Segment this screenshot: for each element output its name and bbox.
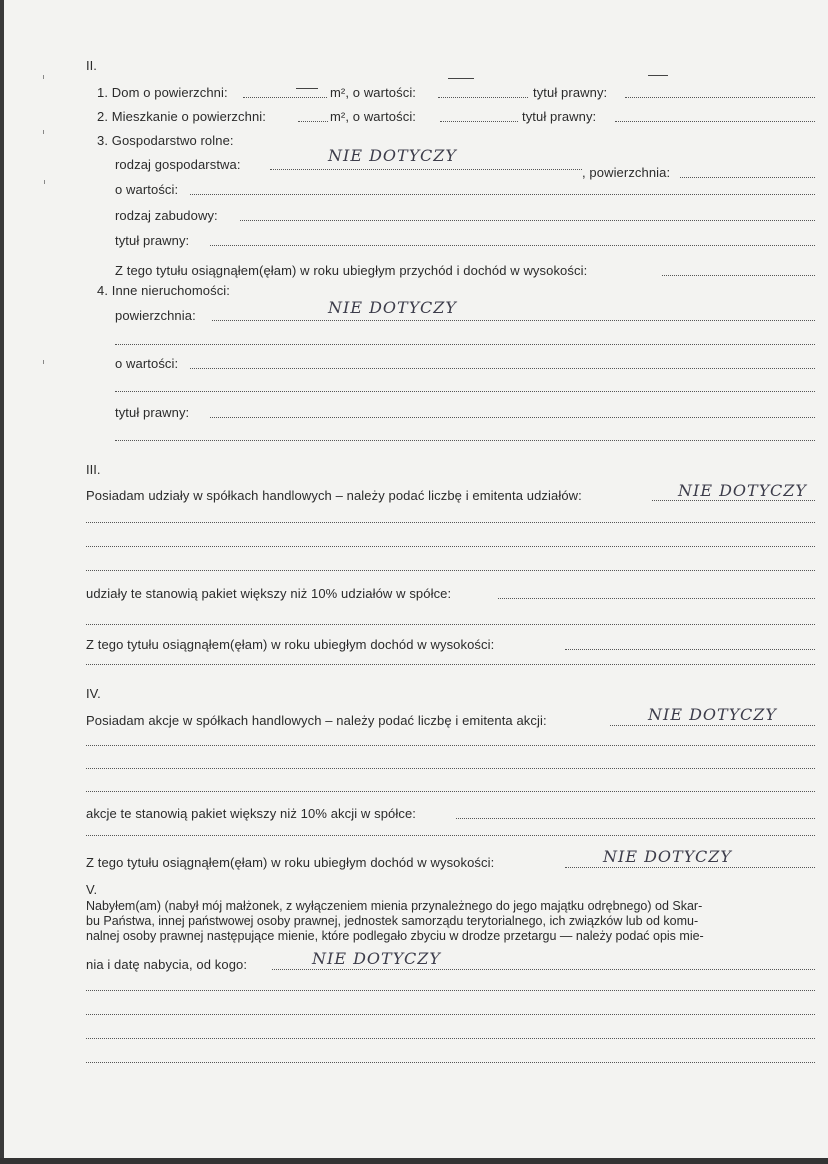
mieszkanie-label: 2. Mieszkanie o powierzchni: [97, 109, 266, 124]
dom-area-field[interactable] [243, 97, 327, 98]
section5-field-line[interactable] [86, 990, 815, 991]
dash-mark [448, 78, 474, 79]
inne-tytul-label: tytuł prawny: [115, 405, 190, 420]
inne-wartosc-label: o wartości: [115, 356, 179, 371]
gospodarstwo-rodzaj-field[interactable] [270, 169, 582, 170]
udzialy-pakiet-label: udziały te stanowią pakiet większy niż 10% udziałów w spółce: [86, 586, 452, 601]
inne-label: 4. Inne nieruchomości: [97, 283, 230, 298]
handwritten-answer: NIE DOTYCZY [678, 481, 807, 500]
udzialy-field[interactable] [652, 500, 815, 501]
scan-edge-left [0, 0, 4, 1164]
akcje-pakiet-field[interactable] [456, 818, 815, 819]
inne-powierzchnia-field[interactable] [212, 320, 815, 321]
section5-line: nia i datę nabycia, od kogo: [86, 957, 248, 972]
udzialy-field-line[interactable] [86, 522, 815, 523]
scan-speck [44, 180, 45, 184]
akcje-pakiet-label: akcje te stanowią pakiet większy niż 10% akcji w spółce: [86, 806, 417, 821]
handwritten-answer: NIE DOTYCZY [603, 847, 732, 866]
dom-title-label: tytuł prawny: [533, 85, 608, 100]
scan-speck [43, 360, 44, 364]
section5-field-line[interactable] [86, 1014, 815, 1015]
handwritten-answer: NIE DOTYCZY [328, 146, 457, 165]
akcje-field-line[interactable] [86, 768, 815, 769]
mieszkanie-area-field[interactable] [298, 121, 328, 122]
handwritten-answer: NIE DOTYCZY [312, 949, 441, 968]
akcje-field[interactable] [610, 725, 815, 726]
udzialy-dochod-field[interactable] [565, 649, 815, 650]
udzialy-label: Posiadam udziały w spółkach handlowych – należy podać liczbę i emitenta udziałów: [86, 488, 582, 503]
section5-line: Nabyłem(am) (nabył mój małżonek, z wyłączeniem mienia przynależnego do jego majątku odrębnego) od Skar- [86, 899, 703, 913]
udzialy-pakiet-field-line[interactable] [86, 624, 815, 625]
scan-speck [43, 130, 44, 134]
gospodarstwo-label: 3. Gospodarstwo rolne: [97, 133, 234, 148]
dash-mark [296, 88, 318, 89]
gospodarstwo-dochod-field[interactable] [662, 275, 815, 276]
dom-label: 1. Dom o powierzchni: [97, 85, 228, 100]
gospodarstwo-rodzaj-label: rodzaj gospodarstwa: [115, 157, 241, 172]
gospodarstwo-dochod-label: Z tego tytułu osiągnąłem(ęłam) w roku ubiegłym przychód i dochód w wysokości: [115, 263, 588, 278]
akcje-dochod-field[interactable] [565, 867, 815, 868]
handwritten-answer: NIE DOTYCZY [328, 298, 457, 317]
gospodarstwo-tytul-label: tytuł prawny: [115, 233, 190, 248]
udzialy-dochod-label: Z tego tytułu osiągnąłem(ęłam) w roku ubiegłym dochód w wysokości: [86, 637, 495, 652]
section-heading: IV. [86, 686, 101, 701]
section5-line: bu Państwa, innej państwowej osoby prawnej, jednostek samorządu terytorialnego, ich związków lub od komu- [86, 914, 699, 928]
section5-field-line[interactable] [86, 1038, 815, 1039]
dash-mark [648, 75, 668, 76]
gospodarstwo-zabudowa-field[interactable] [240, 220, 815, 221]
mieszkanie-title-field[interactable] [615, 121, 815, 122]
mieszkanie-title-label: tytuł prawny: [522, 109, 597, 124]
section-heading: II. [86, 58, 97, 73]
inne-powierzchnia-field-line[interactable] [115, 344, 815, 345]
udzialy-dochod-field-line[interactable] [86, 664, 815, 665]
mieszkanie-value-field[interactable] [440, 121, 518, 122]
akcje-pakiet-field-line[interactable] [86, 835, 815, 836]
dom-unit: m², o wartości: [330, 85, 417, 100]
inne-powierzchnia-label: powierzchnia: [115, 308, 196, 323]
gospodarstwo-wartosc-label: o wartości: [115, 182, 179, 197]
section-heading: V. [86, 882, 98, 897]
scan-edge-bottom [0, 1158, 828, 1164]
dom-title-field[interactable] [625, 97, 815, 98]
gospodarstwo-zabudowa-label: rodzaj zabudowy: [115, 208, 218, 223]
section5-text [86, 899, 816, 944]
section5-field-line[interactable] [86, 1062, 815, 1063]
akcje-dochod-label: Z tego tytułu osiągnąłem(ęłam) w roku ubiegłym dochód w wysokości: [86, 855, 495, 870]
section-heading: III. [86, 462, 101, 477]
udzialy-field-line[interactable] [86, 570, 815, 571]
udzialy-field-line[interactable] [86, 546, 815, 547]
gospodarstwo-tytul-field[interactable] [210, 245, 815, 246]
udzialy-pakiet-field[interactable] [498, 598, 815, 599]
akcje-field-line[interactable] [86, 745, 815, 746]
akcje-label: Posiadam akcje w spółkach handlowych – należy podać liczbę i emitenta akcji: [86, 713, 547, 728]
inne-wartosc-field-line[interactable] [115, 391, 815, 392]
mieszkanie-unit: m², o wartości: [330, 109, 417, 124]
gospodarstwo-powierzchnia-field[interactable] [680, 177, 815, 178]
gospodarstwo-wartosc-field[interactable] [190, 194, 815, 195]
section5-field[interactable] [272, 969, 815, 970]
dom-value-field[interactable] [438, 97, 528, 98]
inne-wartosc-field[interactable] [190, 368, 815, 369]
gospodarstwo-powierzchnia-label: , powierzchnia: [582, 165, 671, 180]
inne-tytul-field[interactable] [210, 417, 815, 418]
scan-speck [43, 75, 44, 79]
inne-tytul-field-line[interactable] [115, 440, 815, 441]
section5-line: nalnej osoby prawnej następujące mienie, które podlegało zbyciu w drodze przetargu — należy podać opis mie- [86, 929, 704, 943]
handwritten-answer: NIE DOTYCZY [648, 705, 777, 724]
akcje-field-line[interactable] [86, 791, 815, 792]
